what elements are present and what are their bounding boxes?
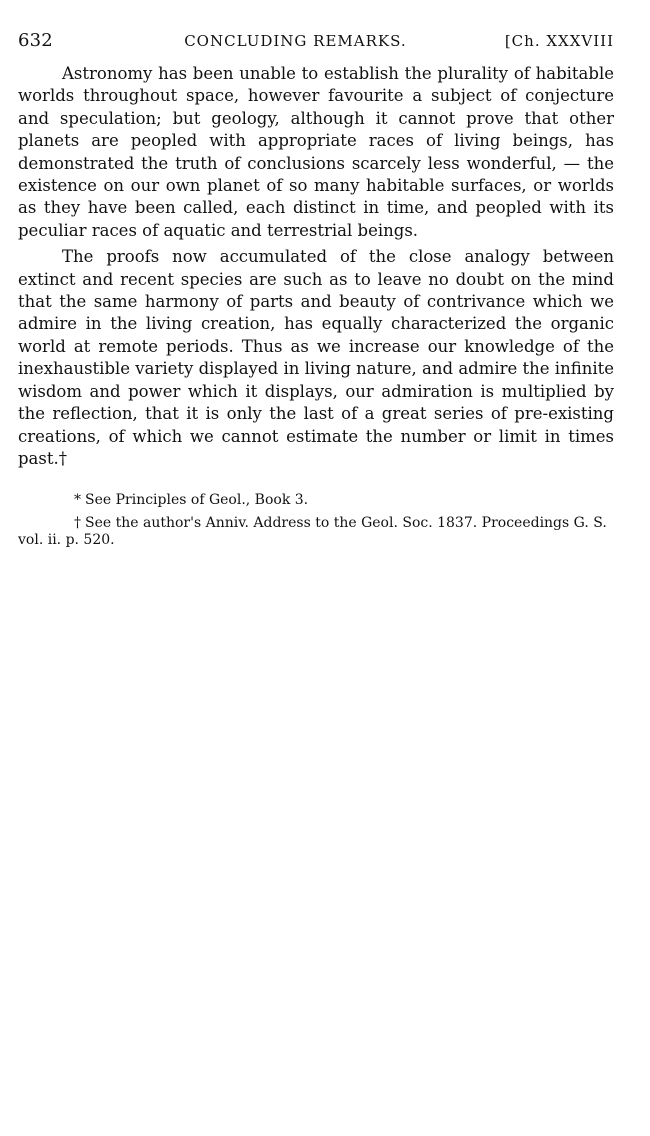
footnote-text: See Principles of Geol., Book 3.	[85, 492, 309, 509]
book-page	[18, 30, 614, 555]
footnote-mark: †	[74, 515, 81, 532]
running-title: CONCLUDING REMARKS.	[184, 32, 407, 50]
footnotes	[18, 492, 614, 549]
footnote-asterisk	[18, 492, 614, 509]
footnote-mark: *	[74, 492, 81, 509]
page-header	[18, 30, 614, 51]
footnote-dagger	[18, 515, 614, 549]
paragraph-proofs: The proofs now accumulated of the close analogy between extinct and recent species are such as to leave no doubt on the mind that the same harmony of parts and beauty of contrivance which we admire in the living creation, has equally characterized the organic world at remote periods. Thus as we increase our knowledge of the inexhaustible variety displayed in living nature, and admire the infinite wisdom and power which it displays, our admiration is multiplied by the reflection, that it is only the last of a great series of pre-existing creations, of which we cannot estimate the number or limit in times past.†	[18, 247, 615, 468]
body-text	[18, 63, 614, 470]
chapter-label: [Ch. XXXVIII	[504, 32, 614, 50]
footnote-text: See the author's Anniv. Address to the Geol. Soc. 1837. Proceedings G. S. vol. ii. p. 520.	[18, 515, 607, 549]
paragraph-astronomy: Astronomy has been unable to establish the plurality of habitable worlds throughout space, however favourite a subject of conjecture and speculation; but geology, although it cannot prove that other planets are peopled with appropriate races of living beings, has demonstrated the truth of conclusions scarcely less wonderful, — the existence on our own planet of so many habitable surfaces, or worlds as they have been called, each distinct in time, and peopled with its peculiar races of aquatic and terrestrial beings.	[18, 64, 614, 240]
page-number: 632	[18, 30, 53, 51]
